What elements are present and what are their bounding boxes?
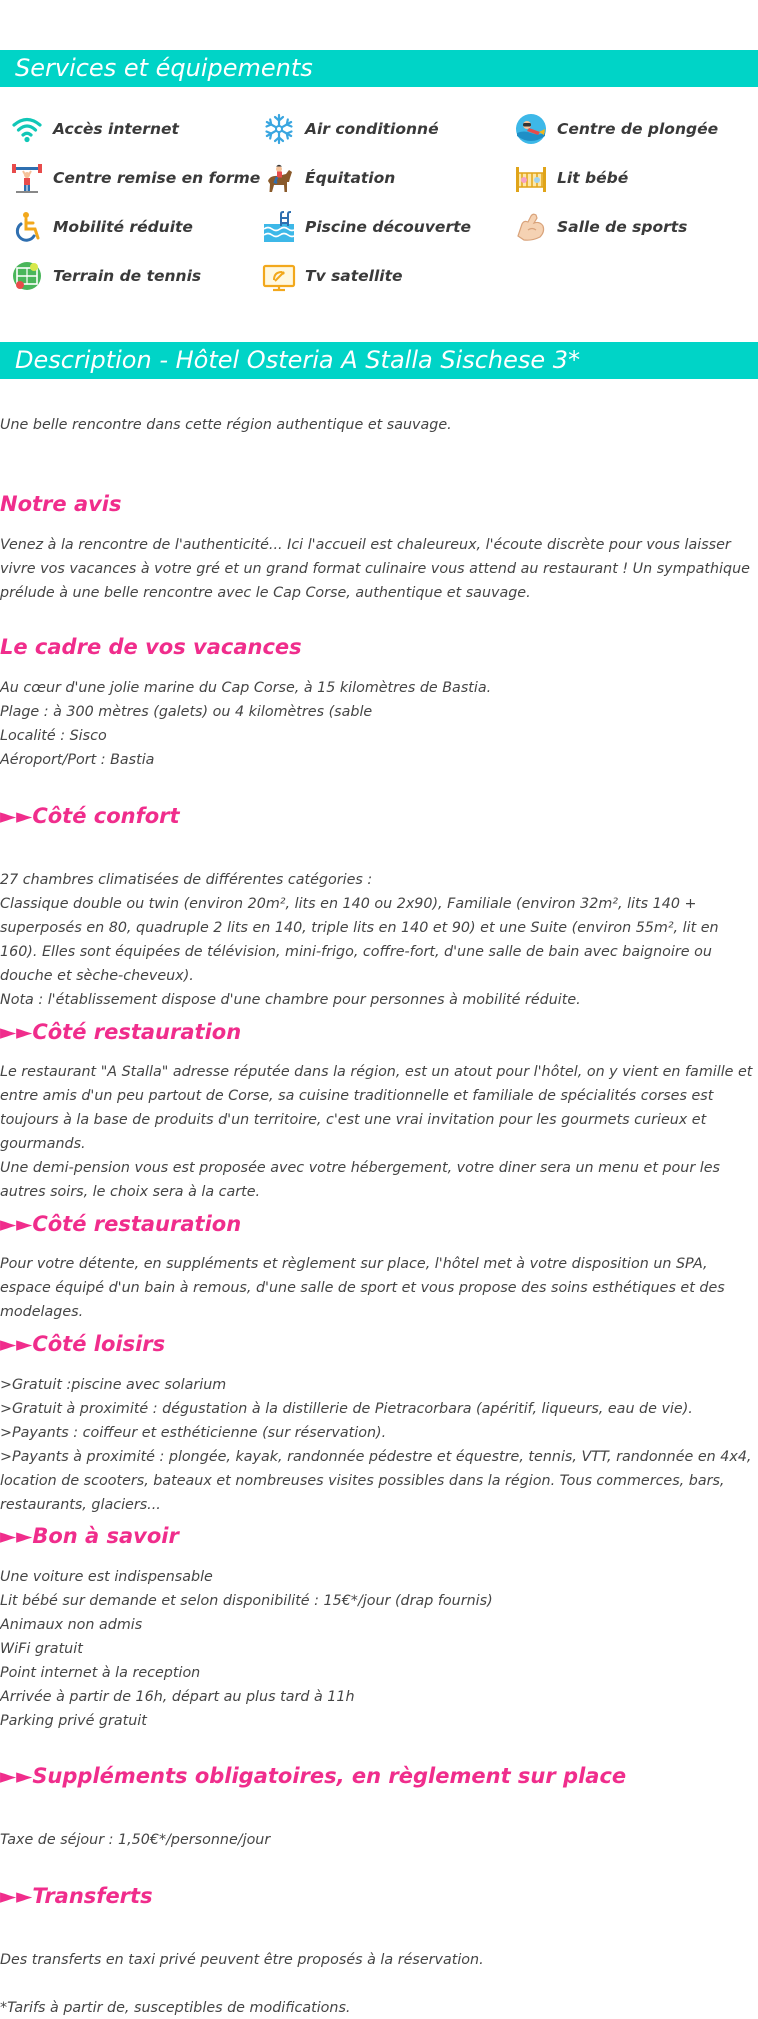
- horse-riding-icon: [262, 161, 296, 195]
- paragraph: Localité : Sisco: [0, 728, 107, 744]
- section-body-restauration-spa: [0, 1252, 758, 1324]
- service-label: Mobilité réduite: [53, 217, 193, 236]
- service-label: Centre remise en forme: [53, 168, 261, 187]
- paragraph: >Payants à proximité : plongée, kayak, randonnée pédestre et équestre, tennis, VTT, randonnée en 4x4, location de scooters, bateaux et nombreuses visites possibles dans la région. Tous commerces, bars, restaurants, glaciers...: [0, 1449, 752, 1513]
- paragraph: Le restaurant "A Stalla" adresse réputée dans la région, est un atout pour l'hôtel, on y vient en famille et entre amis d'un peu partout de Corse, sa cuisine traditionnelle et familiale de spécialités corses est toujours à la base de produits d'un territoire, c'est une vrai invitation pour les gourmets curieux et gourmands.: [0, 1064, 753, 1152]
- double-arrow-icon: ► ►: [0, 1764, 29, 1788]
- service-item: [10, 104, 262, 153]
- paragraph: Une voiture est indispensable: [0, 1569, 213, 1585]
- paragraph: WiFi gratuit: [0, 1641, 83, 1657]
- paragraph: Pour votre détente, en suppléments et règlement sur place, l'hôtel met à votre disposition un SPA, espace équipé d'un bain à remous, d'une salle de sport et vous propose des soins esthétiques et des modelages.: [0, 1256, 725, 1320]
- double-arrow-icon: ► ►: [0, 804, 29, 828]
- description-intro: Une belle rencontre dans cette région authentique et sauvage.: [0, 417, 452, 433]
- service-item: [262, 153, 514, 202]
- baby-bed-icon: [514, 161, 548, 195]
- section-body-supplements: [0, 1828, 758, 1852]
- paragraph: Une demi-pension vous est proposée avec votre hébergement, votre diner sera un menu et pour les autres soirs, le choix sera à la carte.: [0, 1160, 720, 1200]
- service-label: Salle de sports: [557, 217, 688, 236]
- service-item: [514, 202, 758, 251]
- service-item: [10, 153, 262, 202]
- service-label: Centre de plongée: [557, 119, 719, 138]
- fitness-icon: [10, 161, 44, 195]
- paragraph: *Tarifs à partir de, susceptibles de modifications.: [0, 2000, 351, 2016]
- service-label: Air conditionné: [305, 119, 439, 138]
- double-arrow-icon: ► ►: [0, 1020, 29, 1044]
- service-item: [514, 153, 758, 202]
- service-label: Accès internet: [53, 119, 179, 138]
- section-title-supplements: ► ► Suppléments obligatoires, en règlement sur place: [0, 1761, 758, 1791]
- section-body-savoir: [0, 1565, 758, 1733]
- section-body-confort: [0, 868, 758, 1012]
- double-arrow-icon: ► ►: [0, 1212, 29, 1236]
- section-body-avis: [0, 533, 758, 605]
- service-label: Terrain de tennis: [53, 266, 202, 285]
- section-title-loisirs: ► ► Côté loisirs: [0, 1329, 758, 1359]
- service-item: [262, 251, 514, 300]
- paragraph: Plage : à 300 mètres (galets) ou 4 kilomètres (sable: [0, 704, 373, 720]
- paragraph: >Payants : coiffeur et esthéticienne (sur réservation).: [0, 1425, 387, 1441]
- pool-icon: [262, 210, 296, 244]
- section-title-transferts: ► ► Transferts: [0, 1881, 758, 1911]
- service-item: [514, 104, 758, 153]
- section-title-savoir: ► ► Bon à savoir: [0, 1521, 758, 1551]
- section-title-restauration: ► ► Côté restauration: [0, 1017, 758, 1047]
- paragraph: Arrivée à partir de 16h, départ au plus tard à 11h: [0, 1689, 355, 1705]
- service-item: [10, 251, 262, 300]
- paragraph: 27 chambres climatisées de différentes catégories :: [0, 872, 373, 888]
- wifi-icon: [10, 112, 44, 146]
- diving-icon: [514, 112, 548, 146]
- paragraph: Taxe de séjour : 1,50€*/personne/jour: [0, 1832, 271, 1848]
- paragraph: Des transferts en taxi privé peuvent être proposés à la réservation.: [0, 1952, 484, 1968]
- footnote: [0, 1996, 758, 2019]
- services-grid: [10, 104, 758, 300]
- section-body-cadre: [0, 676, 758, 772]
- double-arrow-icon: ► ►: [0, 1332, 29, 1356]
- service-label: Tv satellite: [305, 266, 403, 285]
- paragraph: Aéroport/Port : Bastia: [0, 752, 155, 768]
- paragraph: Nota : l'établissement dispose d'une chambre pour personnes à mobilité réduite.: [0, 992, 581, 1008]
- section-body-loisirs: [0, 1373, 758, 1517]
- paragraph: Classique double ou twin (environ 20m², lits en 140 ou 2x90), Familiale (environ 32m², lits 140 + superposés en 80, quadruple 2 lits en 140, triple lits en 140 et 90) et une Suite (environ 55m², lit en 160). Elles sont équipées de télévision, mini-frigo, coffre-fort, d'une salle de bain avec baignoire ou douche et sèche-cheveux).: [0, 896, 719, 984]
- service-label: Équitation: [305, 168, 396, 187]
- section-body-restauration: [0, 1060, 758, 1204]
- section-title-confort: ► ► Côté confort: [0, 801, 758, 831]
- paragraph: Lit bébé sur demande et selon disponibilité : 15€*/jour (drap fournis): [0, 1593, 493, 1609]
- paragraph: Animaux non admis: [0, 1617, 143, 1633]
- paragraph: Au cœur d'une jolie marine du Cap Corse, à 15 kilomètres de Bastia.: [0, 680, 492, 696]
- tv-icon: [262, 259, 296, 293]
- paragraph: Parking privé gratuit: [0, 1713, 147, 1729]
- services-banner: Services et équipements: [0, 50, 758, 87]
- paragraph: Point internet à la reception: [0, 1665, 201, 1681]
- section-title-restauration-spa: ► ► Côté restauration: [0, 1209, 758, 1239]
- double-arrow-icon: ► ►: [0, 1524, 29, 1548]
- paragraph: Venez à la rencontre de l'authenticité... Ici l'accueil est chaleureux, l'écoute discrète pour vous laisser vivre vos vacances à votre gré et un grand format culinaire vous attend au restaurant ! Un sympathique prélude à une belle rencontre avec le Cap Corse, authentique et sauvage.: [0, 537, 750, 601]
- paragraph: >Gratuit à proximité : dégustation à la distillerie de Pietracorbara (apéritif, liqueurs, eau de vie).: [0, 1401, 693, 1417]
- section-title-avis: Notre avis: [0, 492, 122, 516]
- paragraph: >Gratuit :piscine avec solarium: [0, 1377, 227, 1393]
- service-label: Lit bébé: [557, 168, 629, 187]
- section-body-transferts: [0, 1948, 758, 1972]
- muscle-icon: [514, 210, 548, 244]
- snowflake-icon: [262, 112, 296, 146]
- wheelchair-icon: [10, 210, 44, 244]
- description-banner: Description - Hôtel Osteria A Stalla Sischese 3*: [0, 342, 758, 379]
- double-arrow-icon: ► ►: [0, 1884, 29, 1908]
- service-item: [10, 202, 262, 251]
- section-title-cadre: Le cadre de vos vacances: [0, 635, 302, 659]
- tennis-icon: [10, 259, 44, 293]
- service-label: Piscine découverte: [305, 217, 472, 236]
- service-item: [262, 104, 514, 153]
- service-item: [262, 202, 514, 251]
